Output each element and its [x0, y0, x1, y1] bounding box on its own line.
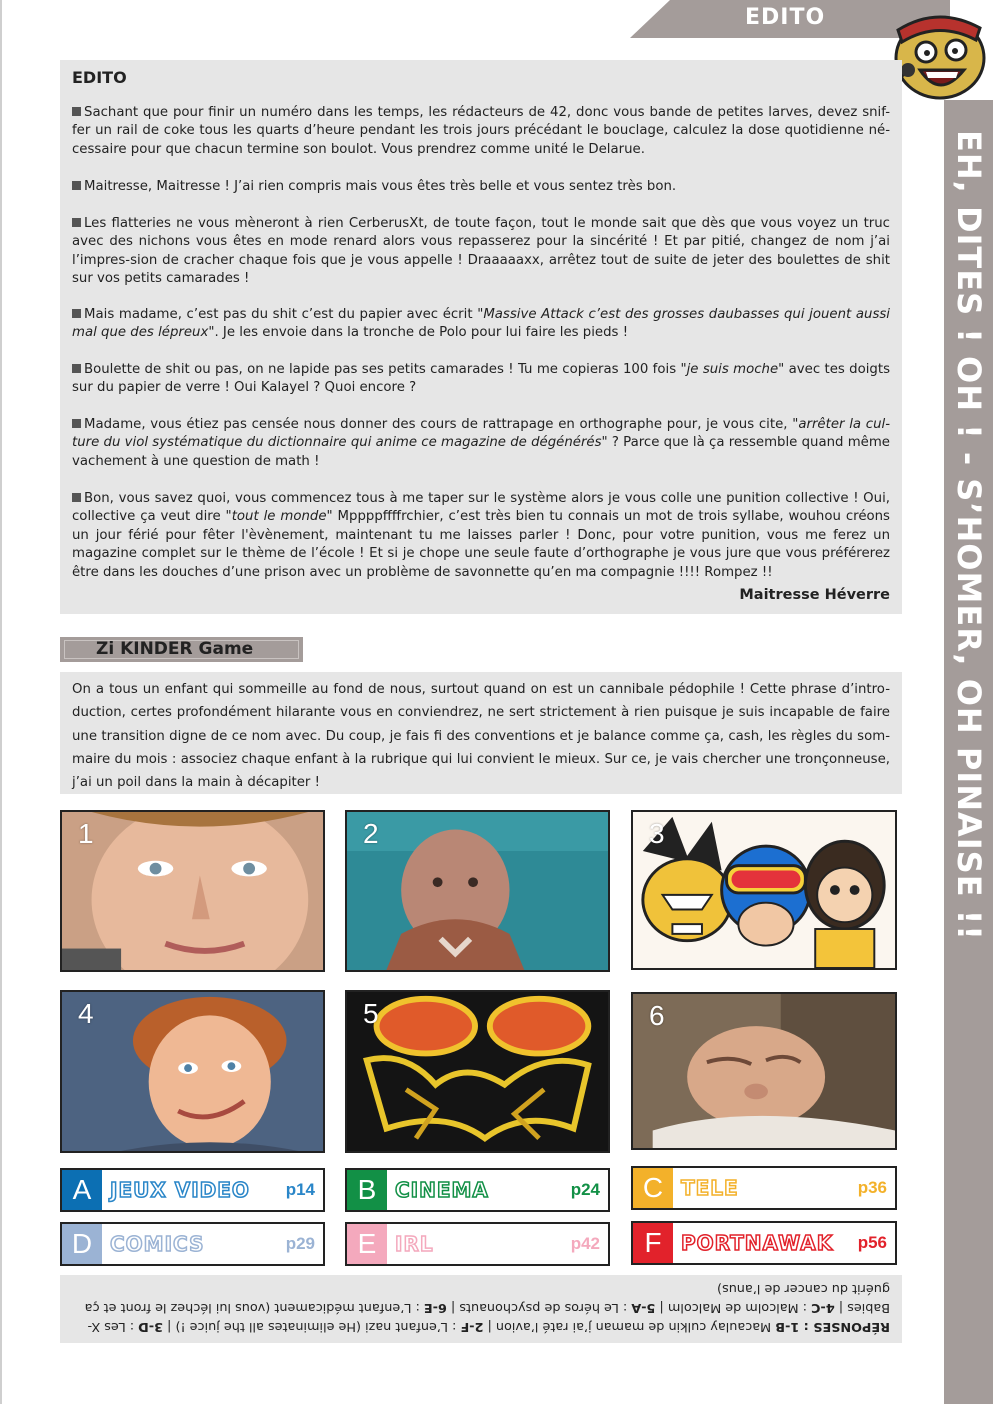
photo-3 — [631, 810, 897, 970]
comic-mask-image — [347, 992, 608, 1151]
photo-5 — [345, 990, 610, 1153]
photo-number: 3 — [649, 818, 665, 849]
bullet-square-icon — [72, 181, 81, 190]
category-label: PORTNAWAK — [681, 1231, 834, 1255]
category-e — [345, 1222, 610, 1266]
edito-paragraph: Les flatteries ne vous mèneront à rien CerberusXt, de toute façon, tout le monde sait que dès que vous voyez un truc avec des nichons vous êtes en mode renard alors vous repasserez pour la sincérité ! Et par pitié, changez de nom j’ai l’impres-sion de cracher chaque fois que je vous appelle ! Draaaaaxx, arrêtez tout de suite de jeter des boulettes de shit sur vos petits camarades ! — [72, 216, 890, 287]
answers-text: RÉPONSES : 1-B Macaulay culkin de maman j’ai raté l’avion | 2-F : L’enfant nazi (He eliminates all the juice !) | 3-D : Les X-Babies | 4-C : Malcolm de Malcolm | 5-A : Le héros de psychonauts | 6-E : L’enfant médicament (vous lui léchez le front et ça guérit du cancer de l’anus) — [84, 1281, 890, 1334]
category-label: CINEMA — [395, 1178, 489, 1202]
category-letter: C — [633, 1168, 673, 1208]
photo-number: 6 — [649, 1000, 665, 1031]
kinder-intro: On a tous un enfant qui sommeille au fond de nous, surtout quand on est un cannibale pédophile ! Cette phrase d’intro-duction, certes profondément hilarante vous en conviendrez, ne sert strictement à rien puisque je suis incapable de faire une transition digne de ce nom avec. Du coup, je fais fi des conventions et je balance comme ça, cash, les règles du som-maire du mois : associez chaque enfant à la rubrique qui lui convient le mieux. Sur ce, je vais chercher une tronçonneuse, j’ai un poil dans la main à décapiter ! — [72, 682, 890, 791]
photo-4 — [60, 990, 325, 1153]
category-f — [631, 1221, 897, 1265]
category-page: p36 — [857, 1178, 887, 1197]
grinning-boy-image — [62, 992, 323, 1151]
photo-number: 2 — [363, 818, 379, 849]
photo-6 — [631, 992, 897, 1150]
category-c — [631, 1166, 897, 1210]
category-a — [60, 1168, 325, 1212]
photo-1 — [60, 810, 325, 972]
category-label: TELE — [681, 1176, 739, 1200]
banner-title: EDITO — [745, 5, 826, 30]
category-page: p29 — [285, 1234, 315, 1253]
category-label: IRL — [395, 1232, 434, 1256]
page-edge — [0, 0, 2, 1404]
edito-paragraph: Mais madame, c’est pas du shit c’est du papier avec écrit "Massive Attack c’est des grosses daubasses qui jouent aussi mal que des lépreux". Je les envoie dans la tronche de Polo pour lui faire les pieds ! — [72, 307, 890, 341]
category-page: p42 — [570, 1234, 600, 1253]
edito-paragraph: Boulette de shit ou pas, on ne lapide pas ses petits camarades ! Tu me copieras 100 fois "je suis moche" avec tes doigts sur du papier de verre ! Oui Kalayel ? Quoi encore ? — [72, 362, 891, 396]
bullet-square-icon — [72, 218, 81, 227]
category-b — [345, 1168, 610, 1212]
bullet-square-icon — [72, 364, 81, 373]
baby-image — [347, 812, 608, 970]
side-title: EH, DITES ! OH ! - S’HOMER, OH PINAISE !! — [950, 130, 988, 941]
category-label: JEUX VIDEO — [110, 1178, 250, 1202]
edito-paragraph: Sachant que pour finir un numéro dans les temps, les rédacteurs de 42, donc vous bande de petites larves, devez snif-fer un rail de coke tous les quarts d’heure pendant les trois jours précédant le bouclage, calculez la dose quotidienne né-cessaire pour que chacun termine son boulot. Vous prendrez comme unité le Delarue. — [72, 105, 890, 157]
edito-paragraph: Maitresse, Maitresse ! J’ai rien compris mais vous êtes très belle et vous sentez très bon. — [72, 178, 890, 196]
category-letter: D — [62, 1224, 102, 1264]
category-letter: E — [347, 1224, 387, 1264]
category-letter: B — [347, 1170, 387, 1210]
newborn-image — [633, 994, 895, 1148]
bullet-square-icon — [72, 309, 81, 318]
photo-2 — [345, 810, 610, 972]
bullet-square-icon — [72, 107, 81, 116]
category-d — [60, 1222, 325, 1266]
edito-paragraph: Madame, vous étiez pas censée nous donner des cours de rattrapage en orthographe pour, je vous cite, "arrêter la cul-ture du viol systématique du dictionnaire qui anime ce magazine de dégénérés" ? Parce que là ça ressemble quand même vachement à une question de math ! — [72, 417, 890, 469]
edito-title: EDITO — [72, 68, 127, 87]
category-label: COMICS — [110, 1232, 205, 1256]
edito-paragraph: Bon, vous savez quoi, vous commencez tous à me taper sur le système alors je vous colle une punition collective ! Oui, collective ça veut dire "tout le monde" Mppppffffrchier, c’est très bien tu connais un mot de trois syllabe, wouhou créons un jour férié pour fêter l'èvènement, maintenant tu me laisses parler ! Donc, pour votre punition, vous me ferez un magazine complet sur le thème de l’école ! Et si je chope une seule faute d’orthographe je vous jure que vous préférerez être dans les douches d’une prison avec un problème de savonnette qu’en ma compagnie !!!! Rompez !! — [72, 491, 890, 580]
face-image — [62, 812, 323, 970]
photo-number: 5 — [363, 998, 379, 1029]
photo-number: 1 — [78, 818, 94, 849]
category-letter: A — [62, 1170, 102, 1210]
cartoon-heroes-image — [633, 812, 895, 968]
category-page: p24 — [570, 1180, 600, 1199]
signature: Maitresse Héverre — [739, 587, 890, 603]
category-letter: F — [633, 1223, 673, 1263]
bullet-square-icon — [72, 493, 81, 502]
kinder-title: Zi KINDER Game — [96, 639, 254, 659]
category-page: p56 — [857, 1233, 887, 1252]
bullet-square-icon — [72, 419, 81, 428]
photo-number: 4 — [78, 998, 94, 1029]
category-page: p14 — [285, 1180, 315, 1199]
